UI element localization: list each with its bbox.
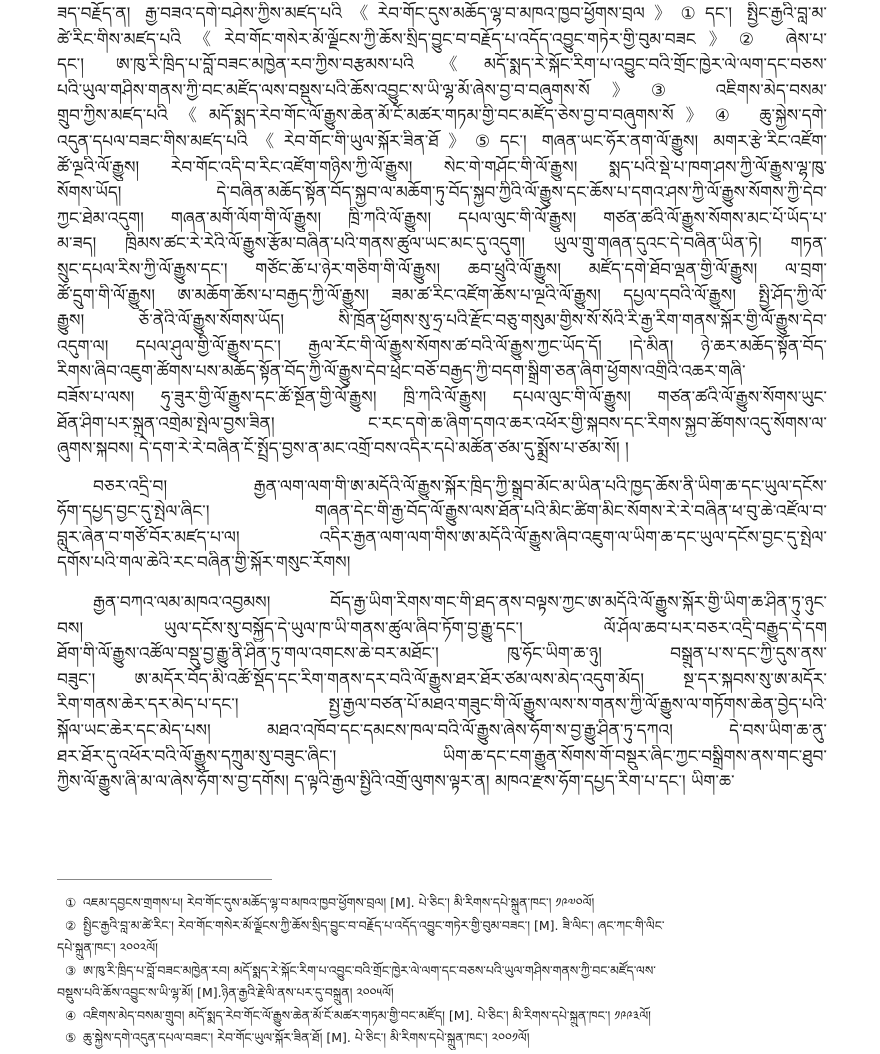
text-line: འདུག་ལ། དཔལ་ཤུལ་གྱི་ལོ་རྒྱུས་དང་། རྒྱལ་རོང་གི་ལོ་རྒྱུས་སོགས་ཚ་བའི་ལོ་རྒྱུས་ཀྱང་ཡོད་དོ། །དེ་མིན། ཉེ་ཆར་མཆོད་སྟོན་བོད་ — [57, 336, 827, 357]
footnote-continuation: དཔེ་སྐྲུན་ཁང་། ༢༠༠༢ལོ། — [57, 940, 158, 955]
text-line: རིག་གནས་ཆེར་དར་མེད་པ་དང་། སྤྱ་རྒྱལ་བཙན་པོ་མཐའ་གཟུང་གི་ལོ་རྒྱུས་ལས་ས་གནས་ཀྱི་ལོ་རྒྱུས་ལ་གཏོགས་ཆེན་བྱེད་པའི་ — [57, 695, 827, 716]
footnote-text: ཆུ་སྐྱེས་དགེ་འདུན་དཔལ་བཟང་། རེབ་གོང་ཡུལ་སྐོར་ཟིན་ཐོ། [M]. པེ་ཅིང་། མི་རིགས་དཔེ་སྐྲུན་ཁང་། ༢༠༠༡ལོ། — [83, 1030, 530, 1045]
text-line: པའི་ཡུལ་གཤིས་གནས་ཀྱི་བང་མཛོད་ལས་བསྡུས་པའི་ཆོས་འབྱུང་ས་ཡི་ལྷ་མོ་ཞེས་བྱ་བ་བཞུགས་སོ》③ འཇིགས་མེད་བསམ་ — [57, 80, 827, 101]
text-line: སོགས་ཡོད། དེ་བཞིན་མཆོད་སྟོན་བོད་སྐྱབ་ལ་མཆོག་ཏུ་བོད་སྐྱབ་ཀྱིའི་ལོ་རྒྱུས་དང་ཆོས་པ་དགའ་ཤས་ཀྱི་ལོ་རྒྱུས་སོགས་ཀྱི་དེབ་ — [57, 183, 827, 204]
footnote-number: ⑤ — [65, 1030, 77, 1045]
footnote-text: སྤྱིང་རྒྱའི་བླ་མ་ཚེ་རིང་། རེབ་གོང་གསེར་མོ་ལྗོངས་ཀྱི་ཆོས་སྲིད་བྱུང་བ་བརྗོད་པ་འདོད་འབྱུང་གཏེར་གྱི་བུམ་བཟང་། [M]. ཟི་ལིང་། ཞང་ཀང་གི་ལིང་ — [83, 917, 665, 933]
footnote-number: ② — [65, 917, 77, 933]
text-line: བས། ཡུལ་དངོས་སུ་བསྐྱོད་དེ་ཡུལ་ཁ་ཡི་གནས་ཚུལ་ཞིབ་ཏོག་བྱ་རྒྱུ་དང་། ལོ་ཤོལ་ཆབ་པར་བཅར་འདྲི་བརྒྱུད་དེ་དག — [57, 618, 827, 639]
text-line: ཀྱིས་ལོ་རྒྱུས་ཞི་མ་ལ་ཞེས་ཧོག་ས་བྱ་དགོས། ད་ལྟའི་རྒྱལ་སྤྱིའི་འགྲོ་ལུགས་ལྟར་ན། མཁའ་རྫས་ཧོག་དཔྱད་རིག་པ་དང་། ཡིག་ཆ་ — [57, 772, 735, 793]
footnote-number: ④ — [65, 1007, 77, 1023]
text-line: ཚོ་ལྔའི་ལོ་རྒྱུས། རེབ་གོང་འདི་བ་རིང་འཛོག་གཉིས་ཀྱི་ལོ་རྒྱུས། སེང་གེ་གཤོང་གི་ལོ་རྒྱུས། སྨད་པའི་སྡེ་པ་ཁག་ཤས་ཀྱི་ལོ་རྒྱུས་ལྷ་ཁུ་ — [57, 157, 827, 178]
text-line: ཀྱང་ཐེམ་འདུག། གཞན་མགོ་ལོག་གི་ལོ་རྒྱུས། ཁྲི་ཀའི་ལོ་རྒྱུས། དཔལ་ལུང་གི་ལོ་རྒྱུས། གཙན་ཚའི་ལོ་རྒྱུས་སོགས་མང་པོ་ཡོད་པ་ — [57, 208, 827, 229]
text-line: རྒྱུས། ཅོ་ནེའི་ལོ་རྒྱུས་སོགས་ཡོད། སི་ཁྲོན་ཕྱོགས་སུ་ཧྲ་པའི་རྫོང་བཅུ་གསུམ་གྱིས་སོ་སོའི་རི་རྒྱ་རིག་གནས་སྐོར་གྱི་ལོ་རྒྱུས་དེབ་ — [57, 311, 827, 332]
text-line: ཚེ་རིང་གིས་མཛད་པའི《རེབ་གོང་གསེར་མོ་ལྗོངས་ཀྱི་ཆོས་སྲིད་བྱུང་བ་བརྗོད་པ་འདོད་འབྱུང་གཏེར་གྱི་བུམ་བཟང》② ཞེས་པ་ — [57, 29, 827, 50]
footnotes — [57, 892, 835, 1050]
text-line: བླུར་ཞེན་བ་གཙོ་བོར་མཛད་པ་ལ། འདིར་རྒྱན་ལག་ལག་གིས་ཨ་མདོའི་ལོ་རྒྱུས་ཞིབ་འཇུག་ལ་ཡིག་ཆ་དང་ཡུལ་དངོས་བྱང་དུ་སྤེལ་ — [57, 527, 827, 548]
text-line: བཟུང་། ཨ་མདོར་བོད་མི་འཚོ་སྡོད་དང་རིག་གནས་དར་བའི་ལོ་རྒྱུས་ཐར་ཐོར་ཙམ་ལས་མེད་འདུག་མོད། སྔ་དར་སྐབས་སུ་ཨ་མདོར་ — [57, 669, 827, 690]
text-line: བཅར་འདྲི་བ། རྒྱན་ལག་ལག་གི་ཨ་མདོའི་ལོ་རྒྱུས་སྐོར་ཁྲིད་ཀྱི་སྒྲུབ་མོང་མ་ཡིན་པའི་ཁྱད་ཆོས་ནི་ཡིག་ཆ་དང་ཡུལ་དངོས་ — [93, 476, 827, 497]
footnote-divider — [57, 879, 272, 880]
paragraph-2 — [57, 475, 827, 577]
text-line: གྲུབ་ཀྱིས་མཛད་པའི《མདོ་སྨད་རེབ་གོང་ལོ་རྒྱུས་ཆེན་མོ་ངོ་མཚར་གཏམ་གྱི་བང་མཛོད་ཅེས་བྱ་བ་བཞུགས་སོ》④ ཆུ་སྐྱེས་དགེ་ — [57, 106, 827, 127]
text-line: རྒྱན་བཀའ་ལམ་མཁའ་འབྱམས། བོད་རྒྱ་ཡིག་རིགས་གང་གི་ཐད་ནས་བལྟས་ཀྱང་ཨ་མདོའི་ལོ་རྒྱུས་སྐོར་གྱི་ཡིག་ཆ་ཤིན་ཏུ་ཉུང་ — [93, 593, 827, 614]
text-line: ཐར་ཐོར་དུ་འཕོར་བའི་ལོ་རྒྱུས་དཀྲུམ་སུ་བཟུང་ཞིང་། ཡིག་ཆ་དང་ངག་རྒྱུན་སོགས་གོ་བསྡུར་ཞིང་ཀྱང་བསྒྲིགས་ནས་གང་ཐུབ་ — [57, 746, 827, 767]
paragraph-3 — [57, 591, 827, 796]
text-line: དང་། ཨ་ཁུ་རི་ཁྲིད་པ་བློ་བཟང་མཁྱེན་རབ་ཀྱིས་བརྩམས་པའི《མདོ་སྨད་རེ་སྐོང་རིག་པ་འབྱུང་བའི་གྲོང་ཁྱེར་ལེ་ལག་དང་བཅས་ — [57, 55, 827, 76]
footnote-number: ③ — [65, 962, 77, 978]
text-line: རིགས་ཞིབ་འཇུག་ཚོགས་པས་མཆོད་སྟོན་བོད་ཀྱི་ལོ་རྒྱུས་དེབ་ཕྲེང་བཅོ་བརྒྱད་ཀྱི་བདག་སྒྲིག་ཅན་ཞིག་ཕྱོགས་འགྲིའི་འཆར་གཞི་ — [57, 362, 746, 383]
text-line: བཟོས་པ་ལས། ཧུ་ཟུར་གྱི་ལོ་རྒྱུས་དང་ཚོ་སྔོན་གྱི་ལོ་རྒྱུས། ཁྲི་ཀའི་ལོ་རྒྱུས། དཔལ་ལུང་གི་ལོ་རྒྱུས། གཙན་ཚའི་ལོ་རྒྱུས་སོགས་ཡུང་ — [57, 387, 827, 408]
footnote — [65, 1005, 835, 1028]
text-line: སྐོལ་ཡང་ཆེར་དང་མེད་པས། མཐའ་འཁོབ་དང་དམངས་ཁལ་བའི་ལོ་རྒྱུས་ཞེས་ཧོག་ས་བྱ་རྒྱུ་ཤིན་ཏུ་དཀའ། དེ་བས་ཡིག་ཆ་ནུ་ — [57, 721, 827, 742]
text-line: ཐོག་གི་ལོ་རྒྱུས་འཚོལ་བསྡུ་བྱ་རྒྱུ་ནི་ཤིན་ཏུ་གལ་འགངས་ཆེ་བར་མཐོང་། ཁུ་ཧོང་ཡིག་ཆ་ཉུ། བསྒྲུན་པ་ས་དང་ཀྱི་དུས་ནས་ — [57, 644, 827, 665]
footnote — [65, 915, 835, 938]
paragraph-1 — [57, 2, 827, 463]
text-line: ཞུགས་སྐབས། དེ་དག་རེ་རེ་བཞིན་ངོ་སྤྲོད་བྱས་ན་མང་འགྲོ་བས་འདིར་དཔེ་མཚོན་ཙམ་དུ་སྨྲོས་པ་ཙམ་སོ། ། — [57, 439, 629, 460]
text-line: ཟད་བརྗོད་ན། རྒྱ་བཟའ་དགེ་བཤེས་ཀྱིས་མཛད་པའི《རེབ་གོང་དུས་མཆོད་ལྷ་བ་མཁའ་ཁྱབ་ཕྱོགས་བྲལ》①དང་། སྤྱིང་རྒྱའི་བླ་མ་ — [57, 4, 827, 24]
footnote-continuation: བསྡུས་པའི་ཆོས་འབྱུང་ས་ཡི་ལྷ་མོ། [M].ཉིན་རྒྱའི་རྗེ་ལི་ནས་པར་དུ་བསྐྲུན། ༢༠༠༥ལོ། — [57, 985, 394, 1000]
footnote-number: ① — [65, 895, 77, 910]
footnote-text: འཇམ་དབྱངས་གྲགས་པ། རེབ་གོང་དུས་མཆོད་ལྷ་བ་མཁའ་ཁྱབ་ཕྱོགས་བྲལ། [M]. པེ་ཅིང་། མི་རིགས་དཔེ་སྐྲུན་ཁང་། ༡༩༧༠ལོ། — [83, 895, 595, 910]
footnote-text: ཨ་ཁུ་རི་ཁྲིད་པ་བློ་བཟང་མཁྱེན་རབ། མདོ་སྨད་རེ་སྐོང་རིག་པ་འབྱུང་བའི་གྲོང་ཁྱེར་ལེ་ལག་དང་བཅས་པའི་ཡུལ་གཤིས་གནས་ཀྱི་བང་མཛོད་ལས་ — [83, 962, 656, 978]
footnote — [65, 960, 835, 983]
text-line: སྲུང་དཔལ་རིས་ཀྱི་ལོ་རྒྱུས་དང་། གཙོང་ཆོ་པ་ཉེར་གཅིག་གི་ལོ་རྒྱུས། ཆབ་ཕྲུའི་ལོ་རྒྱུས། མཛོད་དགེ་ཐོབ་ལྡན་གྱི་ལོ་རྒྱུས། ལ་བྲག་ — [57, 259, 827, 280]
footnote-text: འཇིགས་མེད་བསམ་གྲུབ། མདོ་སྨད་རེབ་གོང་ལོ་རྒྱུས་ཆེན་མོ་ངོ་མཚར་གཏམ་གྱི་བང་མཛོད། [M]. པེ་ཅིང་། མི་རིགས་དཔེ་སྐྲུན་ཁང་། ༡༩༩༣ལོ། — [83, 1007, 651, 1023]
text-line: ཚོ་དྲུག་གི་ལོ་རྒྱུས། ཨ་མཆོག་ཆོས་པ་བརྒྱད་ཀྱི་ལོ་རྒྱུས། ཟམ་ཚ་རིང་འཛོག་ཆོས་པ་ལྔའི་ལོ་རྒྱུས། དཔྱལ་དབའི་ལོ་རྒྱུས། སྤྱི་ཤོད་ཀྱི་ལོ་ — [57, 285, 827, 306]
text-line: འདུན་དཔལ་བཟང་གིས་མཛད་པའི《རེབ་གོང་གི་ཡུལ་སྐོར་ཟིན་ཐོ》⑤དང་། གཞན་ཡང་ཧོར་ནག་ལོ་རྒྱུས། མགར་རྩེ་རིང་འཛོག་ — [57, 131, 827, 152]
text-line: མ་ཟད། ཁྲིམས་ཚང་རེ་རེའི་ལོ་རྒྱུས་རྩོམ་བཞིན་པའི་གནས་ཚུལ་ཡང་མང་དུ་འདུག། ཡུལ་གྲུ་གཞན་དུའང་དེ་བཞིན་ཡིན་ཏེ། གཏན་ — [57, 234, 827, 255]
footnote — [65, 892, 835, 915]
text-line: དགོས་པའི་གལ་ཆེའི་རང་བཞིན་གྱི་སྐོར་གསུང་རོགས། — [57, 553, 351, 574]
text-line: ཐོན་ཤིག་པར་སྐྲུན་འགྲེམ་སྤེལ་བྱས་ཟིན། ང་རང་དགེ་ཆ་ཞིག་དགའ་ཆར་འཕོར་གྱི་སྐབས་དང་རིགས་སྐྱབ་ཚོགས་འདུ་སོགས་ལ་ — [57, 413, 827, 434]
body-text — [57, 2, 827, 796]
footnote — [65, 1027, 835, 1050]
text-line: ཧོག་དཔྱད་བྱང་དུ་སྤེལ་ཞིང་། གཞན་དེང་གི་རྒྱ་བོད་ལོ་རྒྱུས་ལས་ཐོན་པའི་མིང་ཚིག་མིང་སོགས་རེ་རེ་བཞིན་ཕ་བུ་ཆེ་འཛོལ་བ་ — [57, 502, 827, 523]
